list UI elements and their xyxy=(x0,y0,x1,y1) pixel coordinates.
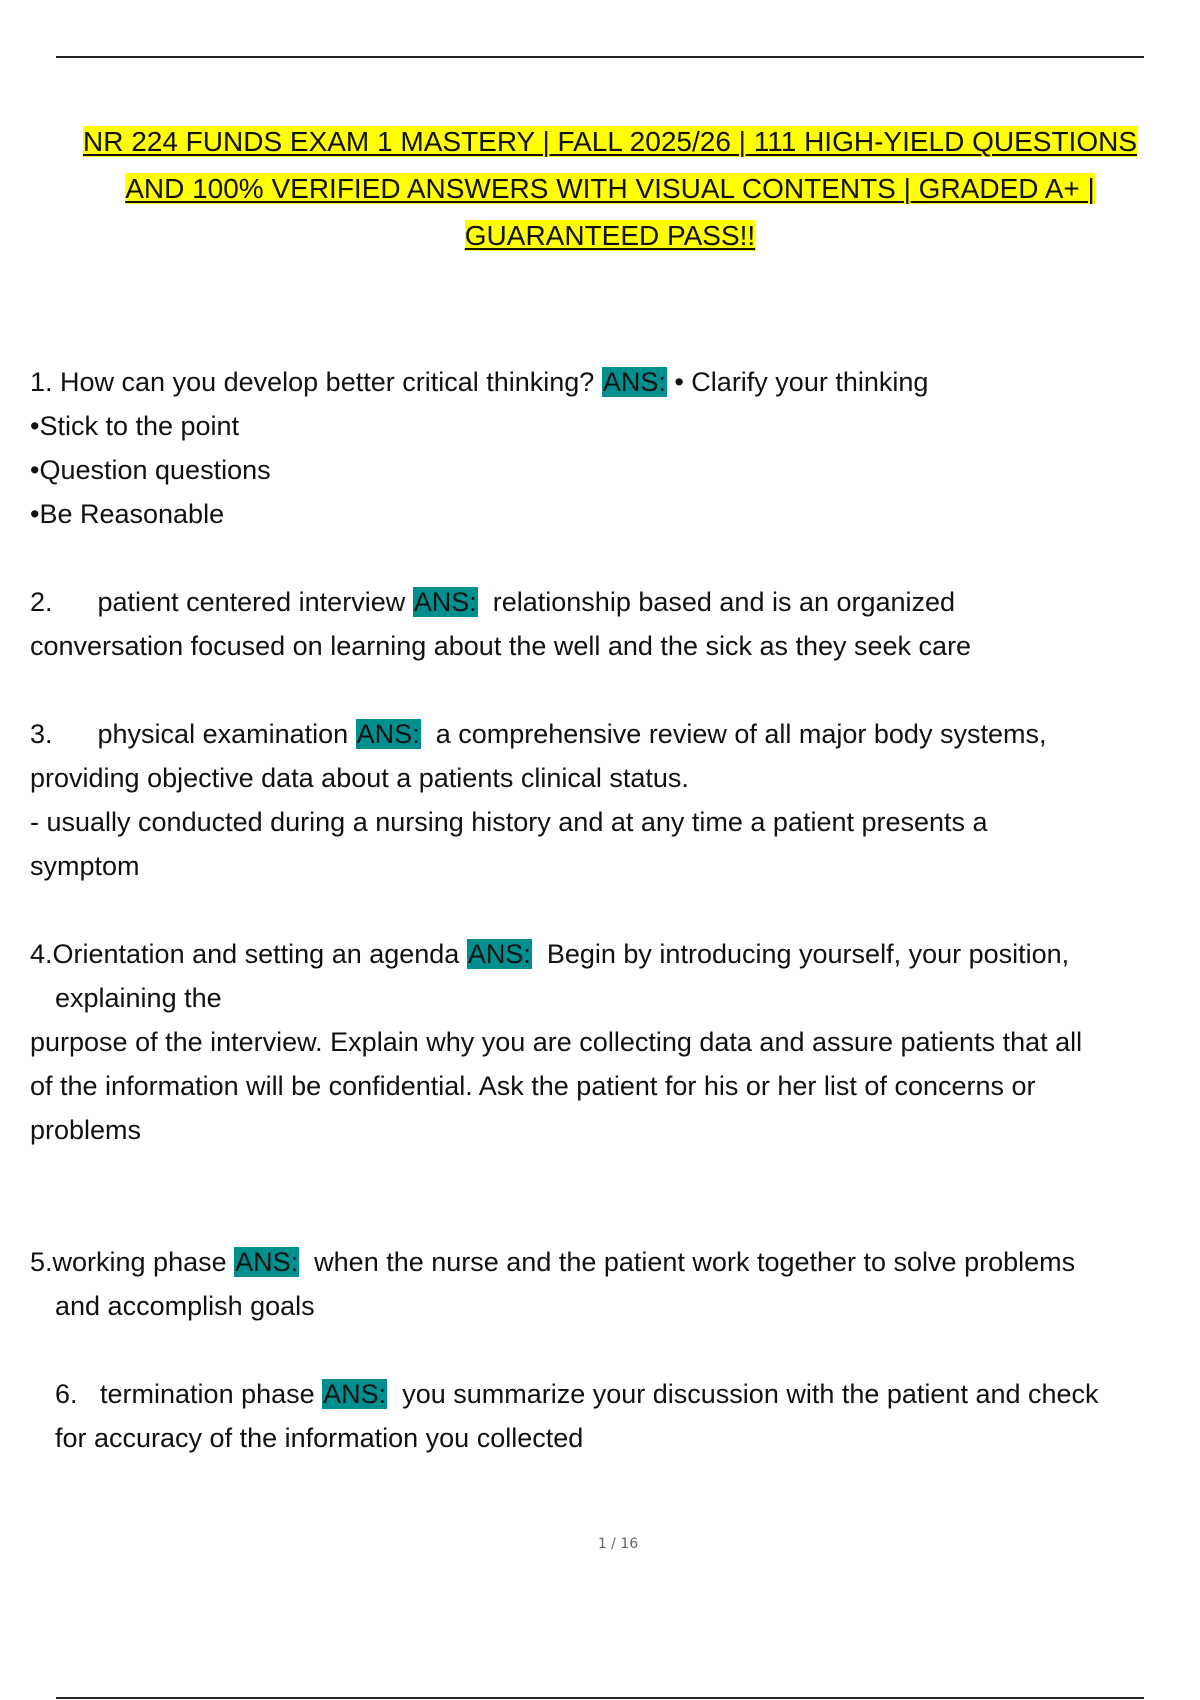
question-2-answer-cont: conversation focused on learning about the well and the sick as they seek care xyxy=(30,631,972,661)
question-list xyxy=(30,360,1190,1460)
question-6 xyxy=(30,1372,1190,1416)
answer-label: ANS: xyxy=(413,587,477,617)
question-4-answer-indent: explaining the xyxy=(55,983,222,1013)
question-4 xyxy=(30,932,1190,976)
question-3-text: 3. physical examination xyxy=(30,719,356,749)
answer-label: ANS: xyxy=(323,1379,387,1409)
question-5-answer-indent: and accomplish goals xyxy=(55,1291,315,1321)
question-5-text: 5.working phase xyxy=(30,1247,235,1277)
question-1-bullet-2: •Question questions xyxy=(30,455,271,485)
answer-label: ANS: xyxy=(356,719,420,749)
question-4-answer-cont-2: of the information will be confidential. Ask the patient for his or her list of concerns or xyxy=(30,1071,1036,1101)
page-number: 1 / 16 xyxy=(597,1536,639,1552)
answer-label: ANS: xyxy=(467,939,531,969)
question-4-text: 4.Orientation and setting an agenda xyxy=(30,939,467,969)
question-4-answer-cont-1: purpose of the interview. Explain why you are collecting data and assure patients that all xyxy=(30,1027,1083,1057)
question-4-answer: Begin by introducing yourself, your position, xyxy=(531,939,1070,969)
document-title xyxy=(30,118,1190,259)
question-3-answer-cont-1: providing objective data about a patients clinical status. xyxy=(30,763,689,793)
question-6-answer: you summarize your discussion with the patient and check xyxy=(387,1379,1099,1409)
question-1-bullet-1: •Stick to the point xyxy=(30,411,240,441)
question-6-answer-indent: for accuracy of the information you collected xyxy=(55,1423,584,1453)
question-1-text: 1. How can you develop better critical thinking? xyxy=(30,367,602,397)
answer-label: ANS: xyxy=(602,367,666,397)
title-line-2: AND 100% VERIFIED ANSWERS WITH VISUAL CONTENTS | GRADED A+ | xyxy=(125,173,1095,204)
answer-label: ANS: xyxy=(235,1247,299,1277)
question-2-text: 2. patient centered interview xyxy=(30,587,413,617)
question-3 xyxy=(30,712,1190,756)
question-3-answer-cont-2: - usually conducted during a nursing history and at any time a patient presents a xyxy=(30,807,988,837)
bottom-rule xyxy=(56,1697,1144,1699)
title-line-1: NR 224 FUNDS EXAM 1 MASTERY | FALL 2025/26 | 111 HIGH-YIELD QUESTIONS xyxy=(82,126,1138,157)
question-1-answer: • Clarify your thinking xyxy=(666,367,929,397)
top-rule xyxy=(56,56,1144,58)
question-5-answer: when the nurse and the patient work together to solve problems xyxy=(299,1247,1076,1277)
question-2 xyxy=(30,580,1190,624)
question-4-answer-cont-3: problems xyxy=(30,1115,142,1145)
question-6-text: 6. termination phase xyxy=(55,1379,323,1409)
question-1 xyxy=(30,360,1190,404)
question-3-answer: a comprehensive review of all major body systems, xyxy=(420,719,1047,749)
question-1-bullet-3: •Be Reasonable xyxy=(30,499,225,529)
question-5 xyxy=(30,1240,1190,1284)
title-line-3: GUARANTEED PASS!! xyxy=(464,220,756,251)
question-2-answer: relationship based and is an organized xyxy=(477,587,956,617)
question-3-answer-cont-3: symptom xyxy=(30,851,140,881)
